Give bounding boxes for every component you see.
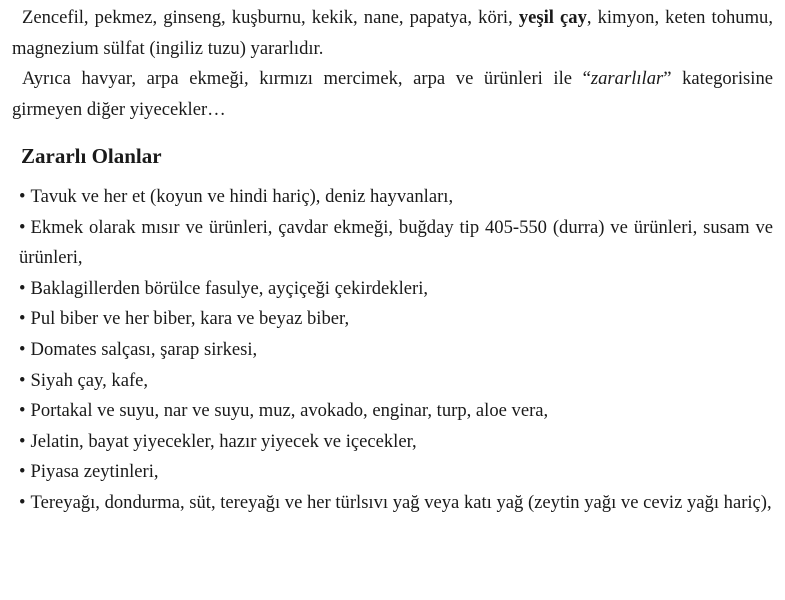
list-item-text: Tereyağı, dondurma, süt, tereyağı ve her türlsıvı yağ veya katı yağ (zeytin yağı ve ceviz yağı hariç), <box>30 491 772 513</box>
list-item <box>19 304 773 335</box>
section-heading: Zararlı Olanlar <box>21 144 162 168</box>
list-item-text: Tavuk ve her et (koyun ve hindi hariç), deniz hayvanları, <box>30 186 454 207</box>
bullet-icon: • <box>19 216 26 238</box>
beneficial-foods-paragraph <box>12 3 773 64</box>
list-item-text: Domates salçası, şarap sirkesi, <box>30 338 258 360</box>
bullet-icon: • <box>19 430 26 452</box>
harmful-foods-list <box>19 182 773 519</box>
open-quote: “ <box>582 68 591 89</box>
list-item-text: Portakal ve suyu, nar ve suyu, muz, avokado, enginar, turp, aloe vera, <box>30 400 549 422</box>
bullet-icon: • <box>19 308 26 330</box>
list-item <box>19 488 773 519</box>
bullet-icon: • <box>19 400 26 422</box>
close-quote: ” <box>663 68 672 89</box>
list-item <box>19 366 773 397</box>
paragraph-text-start: Zencefil, pekmez, ginseng, kuşburnu, kekik, nane, papatya, köri, <box>22 7 519 28</box>
green-tea-emphasis: yeşil çay <box>518 7 587 28</box>
other-foods-paragraph <box>12 64 773 125</box>
list-item-text: Pul biber ve her biber, kara ve beyaz biber, <box>30 308 350 330</box>
list-item-text: Piyasa zeytinleri, <box>30 461 159 483</box>
list-item <box>19 274 773 305</box>
bullet-icon: • <box>19 461 26 483</box>
list-item-text: Baklagillerden börülce fasulye, ayçiçeği çekirdekleri, <box>30 277 429 299</box>
list-item <box>19 457 773 488</box>
bullet-icon: • <box>19 277 26 299</box>
paragraph-text-end: , kimyon, keten tohumu, magnezium sülfat (ingiliz tuzu) yararlıdır. <box>12 7 773 59</box>
paragraph-text-end: kategorisine girmeyen diğer yiyecekler… <box>12 68 773 120</box>
list-item-text: Ekmek olarak mısır ve ürünleri, çavdar ekmeği, buğday tip 405-550 (durra) ve ürünleri, susam ve ürünleri, <box>19 216 773 269</box>
list-item-text: Jelatin, bayat yiyecekler, hazır yiyecek ve içecekler, <box>30 430 417 452</box>
list-item <box>19 427 773 458</box>
list-item <box>19 335 773 366</box>
paragraph-text-start: Ayrıca havyar, arpa ekmeği, kırmızı mercimek, arpa ve ürünleri ile <box>22 68 583 89</box>
bullet-icon: • <box>19 491 26 513</box>
list-item <box>19 213 773 274</box>
list-item-text: Siyah çay, kafe, <box>30 369 149 391</box>
bullet-icon: • <box>19 369 26 391</box>
harmful-term-italic: zararlılar <box>590 68 664 89</box>
bullet-icon: • <box>19 338 26 360</box>
list-item <box>19 396 773 427</box>
list-item <box>19 182 773 213</box>
bullet-icon: • <box>19 186 26 207</box>
